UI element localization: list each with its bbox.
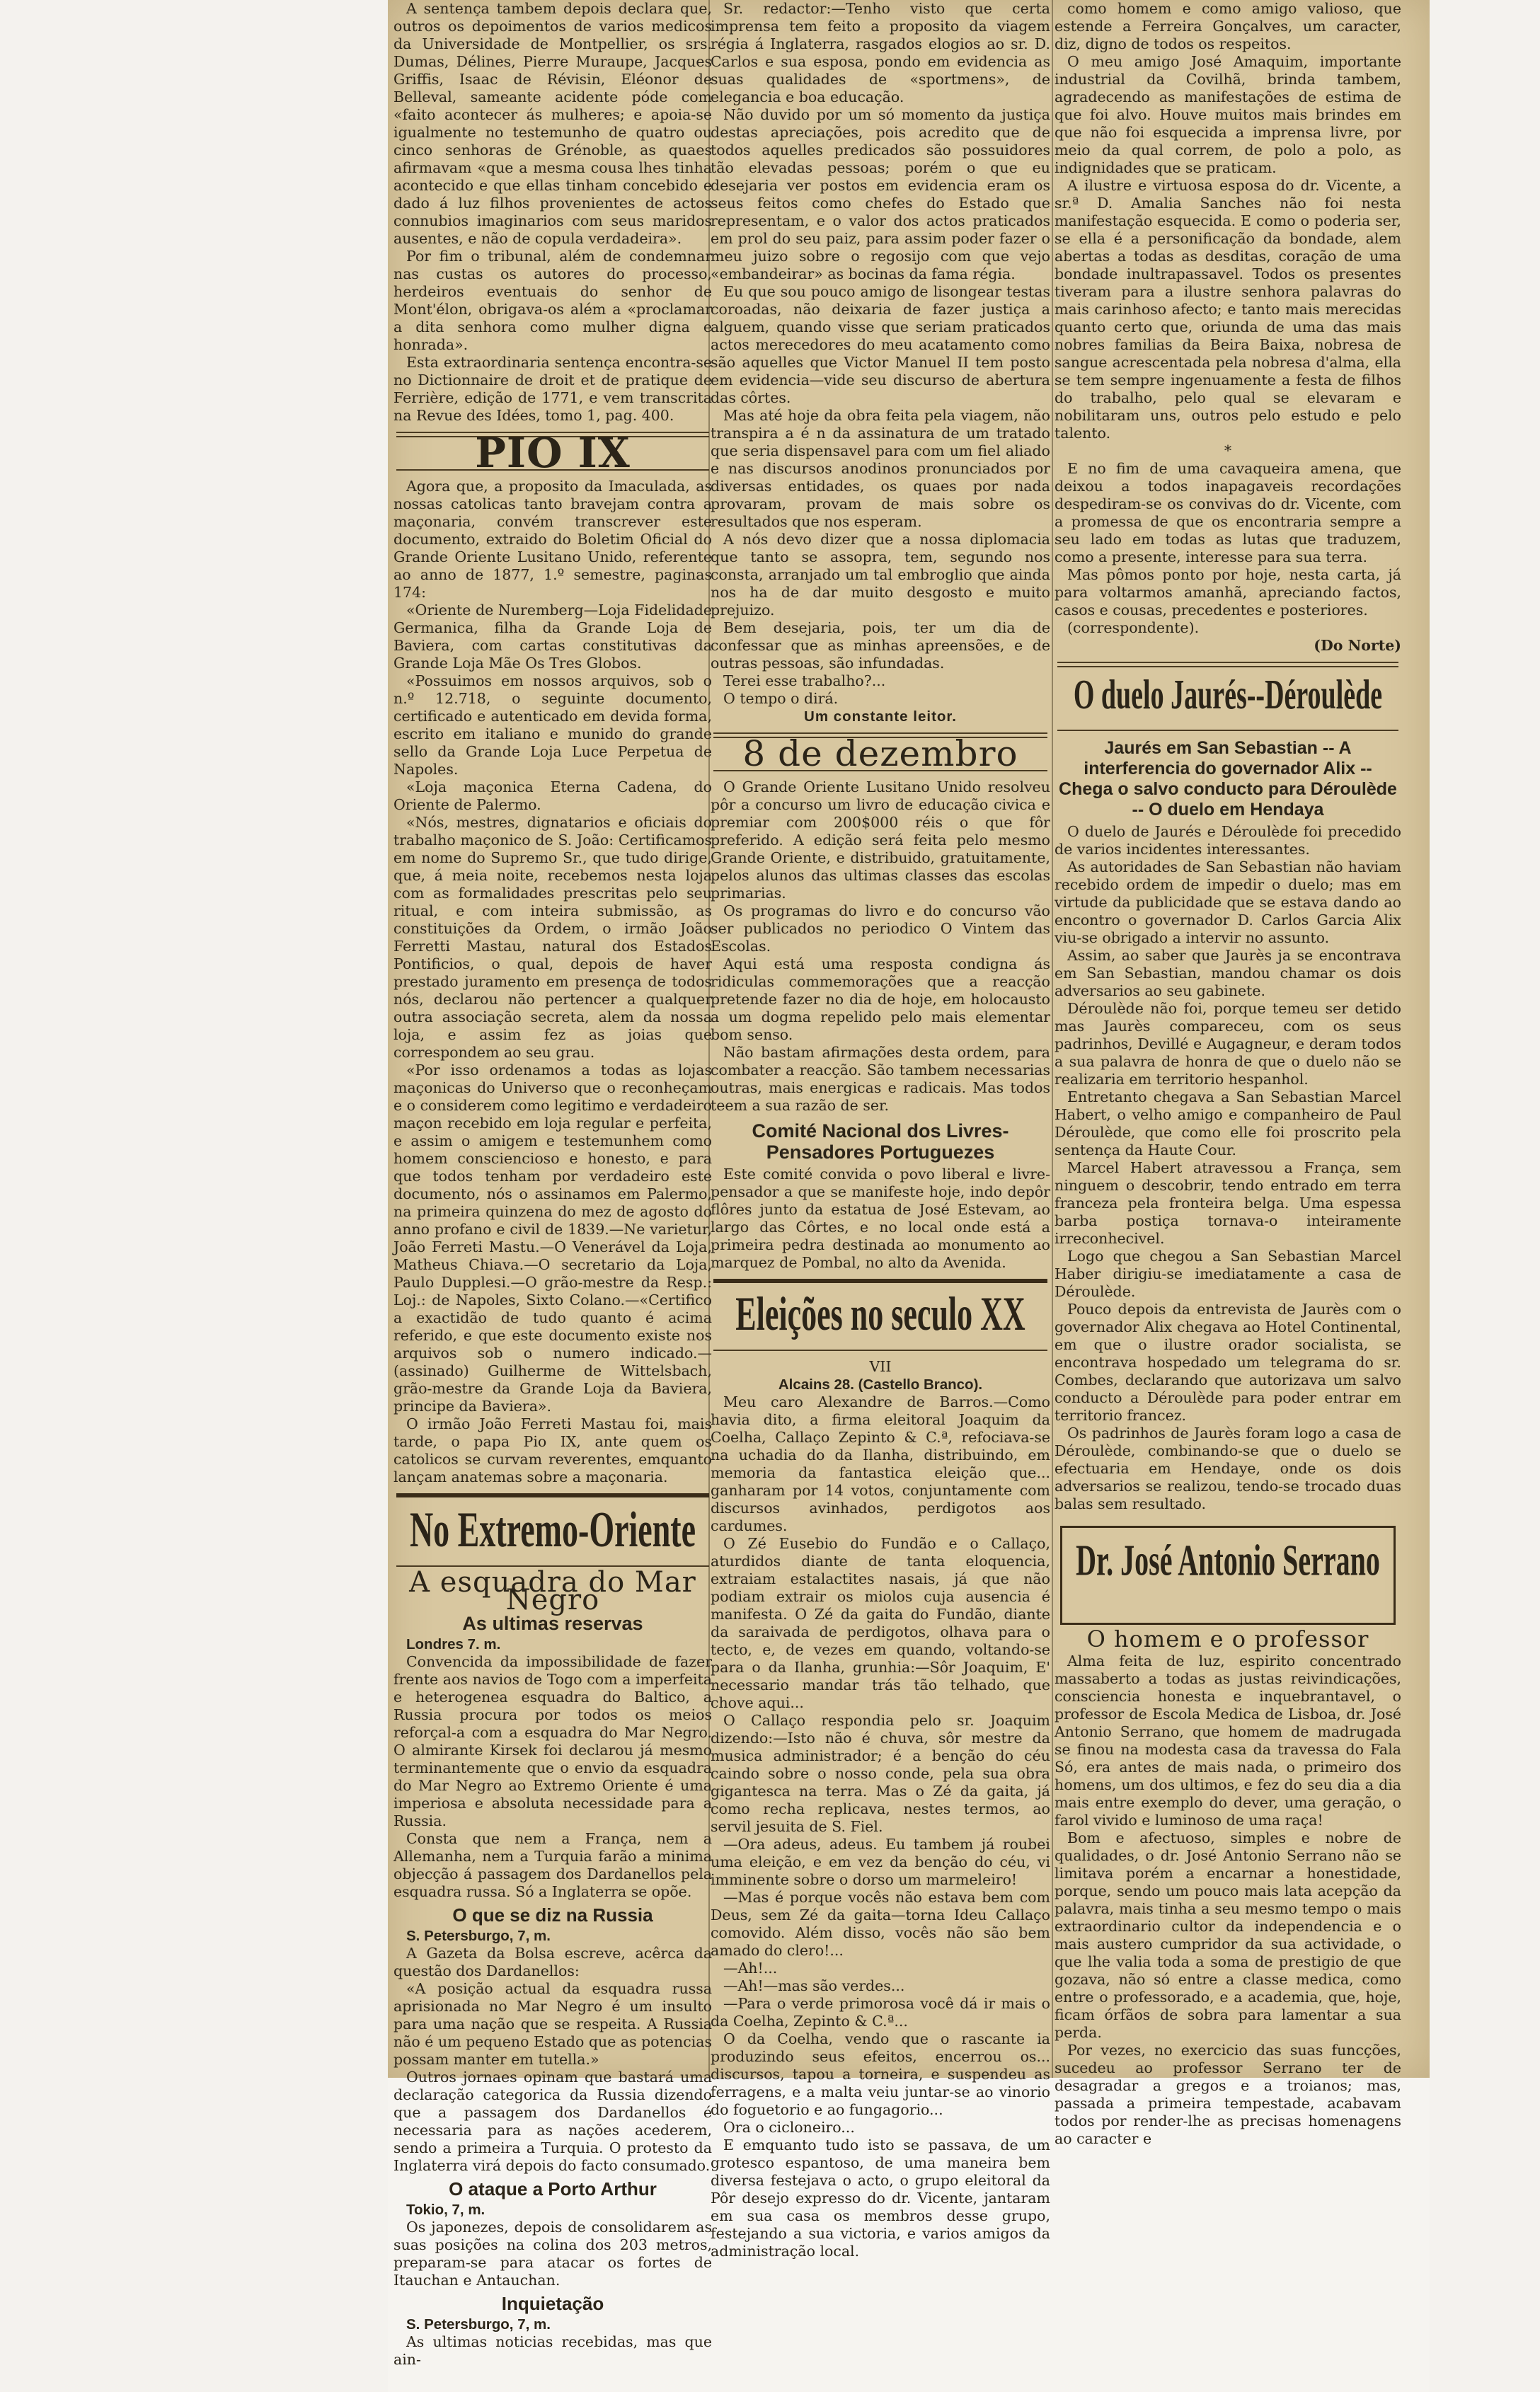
paragraph: Sr. redactor:—Tenho visto que certa imprensa tem feito a proposito da viagem régia á Inglaterra, rasgados elogios ao sr. D. Carlos e sua esposa, pondo em evidencia as suas qualidades de «sportmens», de elegancia e boa educação. (711, 0, 1050, 105)
paragraph: «Por isso ordenamos a todas as lojas maçonicas do Universo que o reconheçam e o considerem como legitimo e verdadeiro maçon recebido em loja regular e perfeita, e assim o amigem e testemunhem como homem consciencioso e honesto, e para que todos tenham por verdadeiro este documento, nós o assinamos em Palermo, na primeira quinzena do mez de agosto do anno profano e civil de 1839.—Ne varietur, João Ferreti Mastu.—O Venerável da Loja, Matheus Chiava.—O secretario da Loja, Paulo Dupplesi.—O grão-mestre da Resp.: Loj.: de Napoles, Sixto Colano.—«Certifico a exactidão de tudo quanto é acima referido, e que este documento existe nos arquivos sob o numero indicado.—(assinado) Guilherme de Wittelsbach, grão-mestre da Grande Loja da Baviera, principe da Baviera». (393, 1062, 712, 1415)
paragraph: Aqui está uma resposta condigna ás ridiculas commemorações que a reacção pretende fazer no dia de hoje, em holocausto a um dogma repelido pelo mais elementar bom senso. (711, 955, 1050, 1043)
paragraph: Marcel Habert atravessou a França, sem ninguem o descobrir, tendo entrado em terra franceza pela fronteira belga. Uma espessa barba postiça tornava-o inteiramente irreconhecivel. (1055, 1159, 1401, 1247)
headline-esquadra: A esquadra do Mar Negro (409, 1566, 696, 1616)
paragraph: —Ah!... (723, 1960, 778, 1977)
signature: Um constante leitor. (804, 708, 957, 725)
paragraph: Bem desejaria, pois, ter um dia de confessar que as minhas apreensões, e de outras pessoas, são infundadas. (711, 619, 1050, 672)
paragraph: como homem e como amigo valioso, que estende a Ferreira Gonçalves, um caracter, diz, digno de todos os respeitos. (1055, 0, 1401, 52)
headline-pio-ix: PIO IX (475, 429, 631, 477)
headline-duelo: O duelo Jaurés--Déroulède (1073, 672, 1383, 718)
paragraph: O tempo o dirá. (723, 690, 839, 707)
paragraph: Bom e afectuoso, simples e nobre de qualidades, o dr. José Antonio Serrano não se limitava porém a encarnar a honestidade, porque, sendo um pouco mais lata acepção da palavra, mais tinha a seu mesmo tempo o mais extraordinario cultor da independencia e o mais austero cumpridor da sua actividade, o que lhe valia toda a soma de prestigio de que gozava, não só entre a classe medica, como entre o professorado, e a academia, que, hoje, ficam órfãos de sobra para lamentar a sua perda. (1055, 1829, 1401, 2041)
subhead-homem-professor: O homem e o professor (1086, 1626, 1369, 1652)
paragraph: Agora que, a proposito da Imaculada, as nossas catolicas tanto bravejam contra a maçonaria, convém transcrever este documento, extraido do Boletim Oficial do Grande Oriente Lusitano Unido, referente ao anno de 1877, 1.º semestre, paginas 174: (393, 478, 712, 601)
subhead-porto-arthur: O ataque a Porto Arthur (449, 2178, 657, 2200)
paragraph: O Grande Oriente Lusitano Unido resolveu pôr a concurso um livro de educação civica e premiar com 200$000 réis o que fôr preferido. A edição será feita pelo mesmo Grande Oriente, e distribuido, gratuitamente, pelos alunos das ultimas classes das escolas primarias. (711, 778, 1050, 902)
paragraph: Os padrinhos de Jaurès foram logo a casa de Déroulède, combinando-se que o duelo se efectuaria em Hendaye, onde os dois adversarios se realizou, tendo-se trocado duas balas sem resultado. (1055, 1425, 1401, 1512)
paragraph: «A posição actual da esquadra russa aprisionada no Mar Negro é um insulto para uma nação que se respeita. A Russia não é um pequeno Estado que as potencias possam manter em tutella.» (393, 1980, 712, 2068)
paragraph: Logo que chegou a San Sebastian Marcel Haber dirigiu-se imediatamente a casa de Déroulède. (1055, 1248, 1401, 1300)
subhead-comite: Comité Nacional dos Livres-Pensadores Portuguezes (752, 1120, 1009, 1163)
separator-star: * (1224, 442, 1232, 459)
dateline: Tokio, 7, m. (406, 2202, 485, 2218)
paragraph: —Para o verde primorosa você dá ir mais o da Coelha, Zepinto & C.ª... (711, 1995, 1050, 2030)
section-rule (1057, 662, 1398, 667)
source-credit: (Do Norte) (1314, 637, 1401, 654)
paragraph: Os programas do livro e do concurso vão ser publicados no periodico O Vintem das Escolas. (711, 902, 1050, 955)
paragraph: Consta que nem a França, nem a Allemanha, nem a Turquia farão a minima objecção á passagem dos Dardanellos pela esquadra russa. Só a Inglaterra se opõe. (393, 1830, 712, 1900)
paragraph: —Ah!—mas são verdes... (723, 1977, 905, 1994)
paragraph: A Gazeta da Bolsa escreve, acêrca da questão dos Dardanellos: (393, 1945, 712, 1979)
paragraph: O irmão João Ferreti Mastau foi, mais tarde, o papa Pio IX, ante quem os catolicos se curvam reverentes, emquanto lançam anatemas sobre a maçonaria. (393, 1415, 712, 1485)
section-rule (713, 1350, 1047, 1351)
dateline: Londres 7. m. (406, 1636, 501, 1652)
paragraph: As autoridades de San Sebastian não haviam recebido ordem de impedir o duelo; mas em virtude da publicidade que se estava dando ao encontro o governador D. Carlos Garcia Alix viu-se obrigado a intervir no assunto. (1055, 858, 1401, 946)
dateline: Alcains 28. (Castello Branco). (778, 1376, 983, 1393)
subhead-russia: O que se diz na Russia (452, 1904, 653, 1926)
subhead-inquietacao: Inquietação (501, 2293, 604, 2314)
paragraph: Meu caro Alexandre de Barros.—Como havia dito, a firma eleitoral Joaquim da Coelha, Callaço Zepinto & C.ª, refociava-se na uchadia do da Ilanha, distribuindo, em memoria da fantastica eleição que... ganharam por 14 votos, conjuntamente com discursos avinhados, perdigotos aos cardumes. (711, 1393, 1050, 1534)
paragraph: Déroulède não foi, porque temeu ser detido mas Jaurès compareceu, com os seus padrinhos, Devillé e Augagneur, e deram todos a sua palavra de honra de que o duelo não se realizaria em territorio hespanhol. (1055, 1000, 1401, 1088)
paragraph: Esta extraordinaria sentença encontra-se no Dictionnaire de droit et de pratique de Ferrière, edição de 1771, e vem transcrita na Revue des Idées, tomo 1, pag. 400. (393, 354, 712, 424)
paragraph: Este comité convida o povo liberal e livre-pensador a que se manifeste hoje, indo depôr flôres junto da estatua de José Estevam, ao largo das Côrtes, e no local onde está a primeira pedra destinada ao monumento ao marquez de Pombal, no alto da Avenida. (711, 1166, 1050, 1271)
paragraph: O meu amigo José Amaquim, importante industrial da Covilhã, brinda tambem, agradecendo as manifestações de estima de que foi alvo. Houve muitos mais brindes em que não foi esquecida a imprensa livre, por meio da qual correm, de polo a polo, as indignidades que se praticam. (1055, 53, 1401, 176)
paragraph: O Callaço respondia pelo sr. Joaquim dizendo:—Isto não é chuva, sôr mestre da musica administrador; é a benção do céu caindo sobre o nosso conde, pela sua obra gigantesca na terra. Mas o Zé da gaita, já como recha replicava, nestes termos, ao servil jesuita de S. Fiel. (711, 1712, 1050, 1835)
paragraph: «Nós, mestres, dignatarios e oficiais do trabalho maçonico de S. João: Certificamos em nome do Supremo Sr., que tudo dirige, que, á meia noite, recebemos nesta loja com as formalidades prescritas pelo seu ritual, e com inteira submissão, as constituições da Ordem, o irmão João Ferretti Mastau, natural dos Estados Pontificios, o qual, depois de haver prestado juramento em presença de todos nós, declarou não pertencer a qualquer outra associação secreta, alem da nossa loja, e assim fez as joias que correspondem ao seu grau. (393, 814, 712, 1061)
section-rule (396, 1493, 709, 1497)
paragraph: Não bastam afirmações desta ordem, para combater a reacção. São tambem necessarias outras, mais energicas e radicais. Mas todos teem a sua razão de ser. (711, 1044, 1050, 1114)
section-number: VII (869, 1358, 892, 1375)
column-2 (711, 0, 1050, 2260)
paragraph: Os japonezes, depois de consolidarem as suas posições na colina dos 203 metros, preparam-se para atacar os fortes de Itauchan e Antauchan. (393, 2219, 712, 2289)
paragraph: Pouco depois da entrevista de Jaurès com o governador Alix chegava ao Hotel Continental, em que o ilustre orador socialista, se encontrava hospedado um telegrama do sr. Combes, declarando que autorizava um salvo conducto a Déroulède para poder entrar em territorio francez. (1055, 1301, 1401, 1424)
paragraph: Convencida da impossibilidade de fazer frente aos navios de Togo com a imperfeita e heterogenea esquadra do Baltico, a Russia procura por todos os meios reforçal-a com a esquadra do Mar Negro. O almirante Kirsek foi declarou já mesmo terminantemente que o envio da esquadra do Mar Negro ao Extremo Oriente é uma imperiosa e absoluta necessidade para a Russia. (393, 1653, 712, 1829)
subhead-duelo: Jaurés em San Sebastian -- A interferencia do governador Alix -- Chega o salvo conducto para Déroulède -- O duelo em Hendaya (1059, 738, 1397, 820)
subhead-reservas: As ultimas reservas (462, 1613, 643, 1634)
paragraph: O duelo de Jaurés e Déroulède foi precedido de varios incidentes interessantes. (1055, 823, 1401, 858)
paragraph: Terei esse trabalho?... (723, 672, 886, 689)
section-rule (1057, 730, 1398, 731)
paragraph: Por vezes, no exercicio das suas funcções, sucedeu ao professor Serrano ter de desagradar a gregos e a troianos; mas, passada a primeira tempestade, acabavam todos por render-lhe as precisas homenagens ao caracter e (1055, 2042, 1401, 2147)
paragraph: Alma feita de luz, espirito concentrado massaberto a todas as justas reivindicações, consciencia honesta e inquebrantavel, o professor de Escola Medica de Lisboa, dr. José Antonio Serrano, que homem de madrugada se finou na modesta casa da travessa do Fala Só, era antes de mais nada, o primeiro dos homens, um dos ultimos, e fez do seu dia a dia mais entre exemplo do dever, uma geração, o farol vivido e luminoso de uma raça! (1055, 1652, 1401, 1829)
paragraph: E emquanto tudo isto se passava, de um grotesco espantoso, de uma maneira bem diversa festejava o acto, o grupo eleitoral da Pôr desejo expresso do dr. Vicente, jantaram em sua casa os membros desse grupo, festejando a sua victoria, e varios amigos da administração local. (711, 2137, 1050, 2260)
paragraph: Não duvido por um só momento da justiça destas apreciações, pois acredito que de todos aquelles predicados são possuidores tão elevadas pessoas; porém o que eu desejaria ver postos em evidencia eram os seus feitos como chefes do Estado que representam, e o valor dos actos praticados em prol do seu paiz, para assim poder fazer o meu juizo sobre o regosijo com que vejo «embandeirar» as bocinas da fama régia. (711, 106, 1050, 282)
column-3 (1055, 0, 1401, 2147)
obituary-box (1060, 1526, 1396, 1625)
paragraph: Eu que sou pouco amigo de lisongear testas coroadas, não deixaria de fazer justiça a alguem, quando visse que seriam praticados actos merecedores do meu acatamento como são aquelles que Victor Manuel II tem posto em evidencia—vide seu discurso de abertura das côrtes. (711, 283, 1050, 406)
paragraph: «Oriente de Nuremberg—Loja Fidelidade Germanica, filha da Grande Loja de Baviera, com cartas constitutivas da Grande Loja Mãe Os Tres Globos. (393, 602, 712, 672)
paragraph: Outros jornaes opinam que bastará uma declaração categorica da Russia dizendo que a passagem dos Dardanellos é necessaria para as nações acederem, sendo a primeira a Turquia. O protesto da Inglaterra virá depois do facto consumado. (393, 2069, 712, 2174)
paragraph: A ilustre e virtuosa esposa do dr. Vicente, a sr.ª D. Amalia Sanches não foi nesta manifestação esquecida. E como o poderia ser, se ella é a personificação da bondade, alem abertas a todas as desditas, coração de uma bondade inultrapassavel. Todos os presentes tiveram para a ilustre senhora palavras do mais carinhoso afecto; e tanto mais merecidas quanto certo que, oriunda de uma das mais nobres familias da Beira Baixa, nobresa de sangue acrescentada pela nobresa d'alma, ella se tem sempre ingenuamente a festa de filhos do trabalho, pelo qual se elevaram e nobilitaram uns, outros pelo estudo e pelo talento. (1055, 177, 1401, 442)
paragraph: A sentença tambem depois declara que, outros os depoimentos de varios medicos da Universidade de Montpellier, os srs. Dumas, Délines, Pierre Muraupe, Jacques Griffis, Isaac de Révisin, Eléonor de Belleval, sameante acidente póde com «faito acontecer ás mulheres; e apoia-se igualmente no testemunho de quatro ou cinco senhoras de Grénoble, as quaes afirmavam «que a mesma cousa lhes tinha acontecido e que ellas tinham concebido e dado á luz filhos provenientes de actos connubios imaginarios com seus maridos ausentes, e não de copula verdadeira». (393, 0, 712, 247)
paragraph: Mas até hoje da obra feita pela viagem, não transpira a é n da assinatura de um tratado que seria dispensavel para com um fiel aliado e nas discursos anodinos pronunciados por diversas entidades, os quaes por nada provaram, provam de mais sobre os resultados que nos esperam. (711, 407, 1050, 530)
paragraph: Mas pômos ponto por hoje, nesta carta, já para voltarmos amanhã, apreciando factos, casos e cousas, precedentes e posteriores. (1055, 566, 1401, 619)
paragraph: O da Coelha, vendo que o rascante ia produzindo seus efeitos, encerrou os... discursos, tapou a torneira, e suspendeu as ferragens, e a malta veiu juntar-se ao vinorio do foguetorio e ao fungagorio... (711, 2030, 1050, 2118)
column-rule-2 (1052, 0, 1053, 2078)
dateline: S. Petersburgo, 7, m. (406, 2316, 551, 2333)
paragraph: Assim, ao saber que Jaurès ja se encontrava em San Sebastian, mandou chamar os dois adversarios ao seu gabinete. (1055, 947, 1401, 999)
column-1 (393, 0, 712, 2368)
paragraph: Por fim o tribunal, além de condemnar nas custas os autores do processo, herdeiros eventuais do senhor de Mont'élon, obrigava-os além a «proclamar a dita senhora como mulher digna e honrada». (393, 248, 712, 353)
paragraph: A nós devo dizer que a nossa diplomacia que tanto se assopra, tem, segundo nos consta, arranjado um tal embroglio que ainda nos ha de dar muito desgosto e muito prejuizo. (711, 531, 1050, 619)
paragraph: «Possuimos em nossos arquivos, sob o n.º 12.718, o seguinte documento, certificado e autenticado em devida forma, escrito em italiano e munido do grande sello da Grande Loja Luce Perpetua de Napoles. (393, 672, 712, 778)
paragraph: Entretanto chegava a San Sebastian Marcel Habert, o velho amigo e companheiro de Paul Déroulède, que como elle foi proscrito pela sentença da Haute Cour. (1055, 1088, 1401, 1158)
paragraph: As ultimas noticias recebidas, mas que ain- (393, 2333, 712, 2368)
paragraph: «Loja maçonica Eterna Cadena, do Oriente de Palermo. (393, 778, 712, 813)
paragraph: O Zé Eusebio do Fundão e o Callaço, aturdidos diante de tanta eloquencia, extraiam estalactites nasais, já que não podiam extrair os miolos cuja ausencia é manifesta. O Zé da gaita do Fundão, diante da saraivada de perdigotos, olhava para o tecto, e, de vezes em quando, voltando-se para o da Ilanha, grunhia:—Sôr Joaquim, E' necessario mandar trás tão telhado, que chove aqui... (711, 1535, 1050, 1711)
headline-eleicoes: Eleições no seculo XX (735, 1287, 1025, 1341)
paragraph: —Mas é porque vocês não estava bem com Deus, sem Zé da gaita—torna Ideu Callaço comovido. Além disso, vocês não são bem amado do clero!... (711, 1889, 1050, 1959)
paragraph: —Ora adeus, adeus. Eu tambem já roubei uma eleição, e em vez da benção do céu, vi imminente sobre o dorso um marmeleiro! (711, 1836, 1050, 1888)
paragraph: (correspondente). (1067, 619, 1200, 636)
paragraph: E no fim de uma cavaqueira amena, que deixou a todos inapagaveis recordações despediram-se os convivas do dr. Vicente, com a promessa de que os encontraria sempre a seu lado em todas as lutas que traduzem, como a presente, interesse para sua terra. (1055, 460, 1401, 565)
headline-8-dezembro: 8 de dezembro (742, 733, 1018, 774)
paragraph: Ora o cicloneiro... (723, 2119, 855, 2136)
headline-extremo-oriente: No Extremo-Oriente (409, 1501, 696, 1558)
section-rule (713, 1279, 1047, 1283)
dateline: S. Petersburgo, 7, m. (406, 1928, 551, 1944)
headline-serrano: Dr. José Antonio Serrano (1076, 1535, 1380, 1585)
